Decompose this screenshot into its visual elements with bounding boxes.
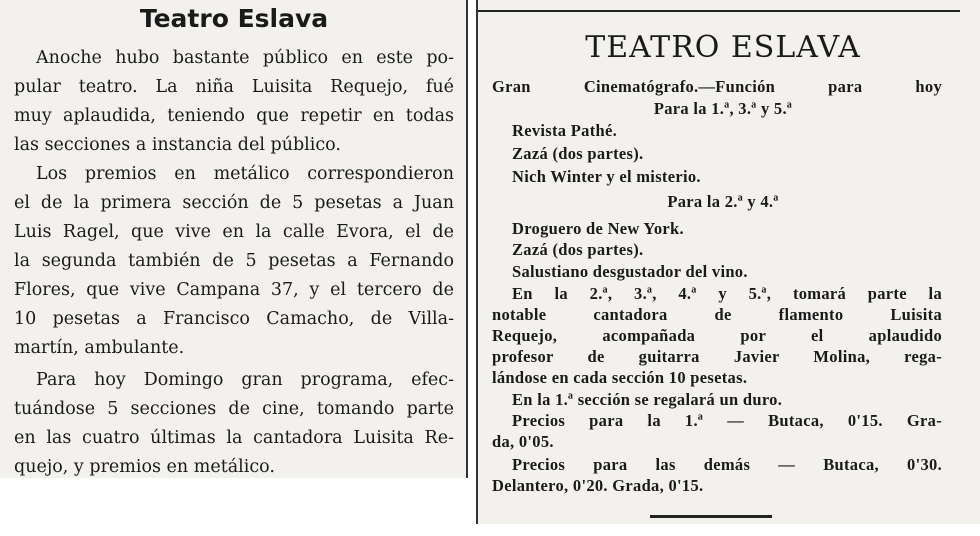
- text-line: Requejo, acompañada por el aplaudido: [492, 326, 942, 345]
- text-line: profesor de guitarra Javier Molina, rega-: [492, 347, 942, 366]
- text-line: quejo, y premios en metálico.: [14, 457, 275, 477]
- text-line: En la 1.ª sección se regalará un duro.: [512, 390, 783, 409]
- text-line: Zazá (dos partes).: [512, 144, 644, 163]
- text-line: en las cuatro últimas la cantadora Luisita Re-: [14, 428, 454, 448]
- text-line: Para la 2.ª y 4.ª: [667, 192, 779, 211]
- text-line: 10 pesetas a Francisco Camacho, de Villa-: [14, 309, 454, 329]
- text-line: Revista Pathé.: [512, 121, 618, 140]
- left-headline: Teatro Eslava: [139, 4, 329, 33]
- text-line: pular teatro. La niña Luisita Requejo, fué: [14, 77, 454, 97]
- text-line: Los premios en metálico correspondieron: [36, 164, 454, 184]
- text-line: da, 0'05.: [492, 432, 554, 451]
- text-line: Nich Winter y el misterio.: [512, 167, 701, 186]
- text-line: Para hoy Domingo gran programa, efec-: [36, 370, 454, 390]
- text-line: Precios para la 1.ª — Butaca, 0'15. Gra-: [512, 411, 942, 430]
- text-line: Precios para las demás — Butaca, 0'30.: [512, 455, 942, 474]
- left-clipping: [0, 0, 468, 478]
- text-line: la segunda también de 5 pesetas a Fernando: [14, 251, 454, 271]
- text-line: lándose en cada sección 10 pesetas.: [492, 368, 748, 387]
- right-clipping: [476, 0, 980, 524]
- text-line: Gran Cinematógrafo.—Función para hoy: [492, 77, 942, 96]
- text-line: Salustiano desgustador del vino.: [512, 262, 748, 281]
- text-line: el de la primera sección de 5 pesetas a Juan: [14, 193, 454, 213]
- right-headline: TEATRO ESLAVA: [585, 30, 861, 65]
- end-rule: [650, 515, 772, 518]
- text-line: En la 2.ª, 3.ª, 4.ª y 5.ª, tomará parte la: [512, 284, 942, 303]
- text-line: notable cantadora de flamento Luisita: [492, 305, 942, 324]
- text-line: martín, ambulante.: [14, 338, 185, 358]
- text-line: tuándose 5 secciones de cine, tomando parte: [14, 399, 454, 419]
- text-line: Anoche hubo bastante público en este po-: [36, 48, 454, 68]
- text-line: Flores, que vive Campana 37, y el tercero de: [14, 280, 454, 300]
- text-line: las secciones a instancia del público.: [14, 135, 341, 155]
- text-line: Delantero, 0'20. Grada, 0'15.: [492, 476, 704, 495]
- text-line: Droguero de New York.: [512, 219, 684, 238]
- text-line: Zazá (dos partes).: [512, 240, 644, 259]
- text-line: Luis Ragel, que vive en la calle Evora, el de: [14, 222, 454, 242]
- text-line: Para la 1.ª, 3.ª y 5.ª: [653, 99, 793, 118]
- top-rule: [478, 10, 960, 12]
- text-line: muy aplaudida, teniendo que repetir en todas: [14, 106, 454, 126]
